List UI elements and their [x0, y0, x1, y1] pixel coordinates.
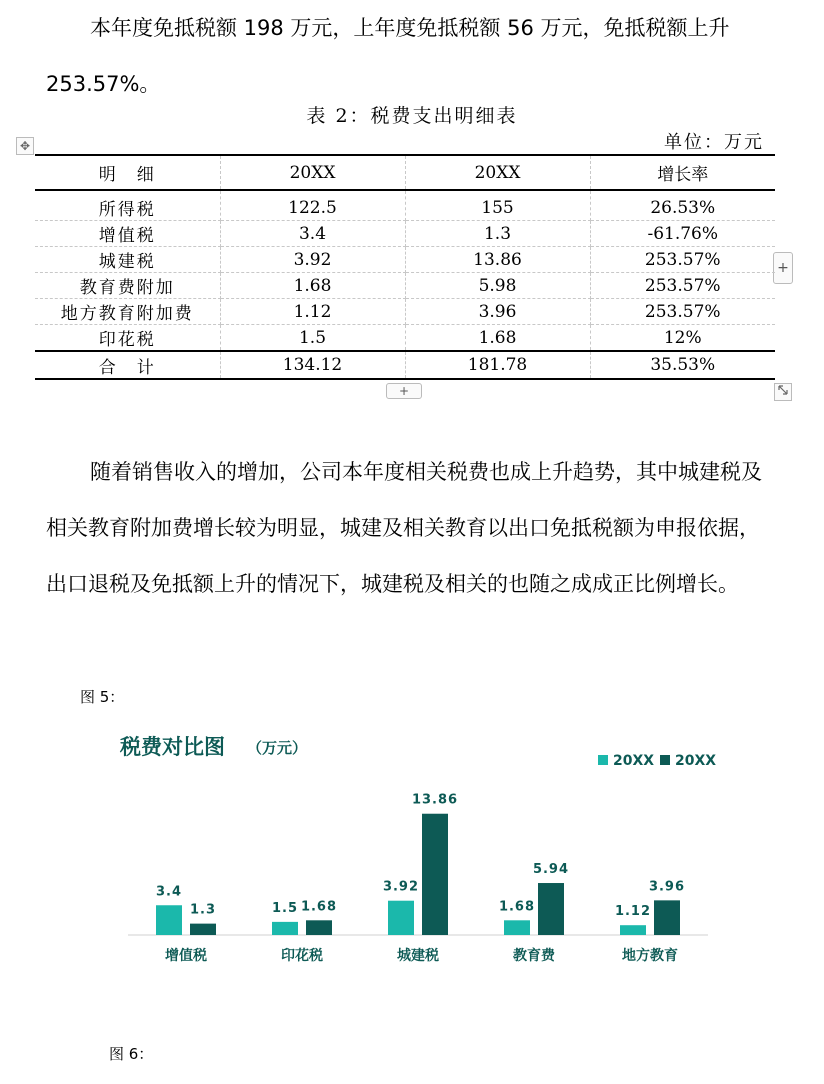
chart-bars [156, 814, 680, 935]
chart-tick-label: 教育费 [513, 948, 555, 964]
chart-bar-series1 [388, 901, 414, 935]
chart-bar-series1 [504, 920, 530, 935]
table-cell: 122.5 [220, 190, 405, 221]
chart-bar-series2 [306, 920, 332, 935]
chart-data-labels [156, 793, 685, 919]
table-cell: -61.76% [590, 221, 775, 247]
chart-data-label: 1.68 [300, 899, 338, 915]
header-cell: 明 细 [35, 155, 220, 190]
chart-data-label: 1.5 [271, 900, 299, 916]
legend-label: 20XX [613, 753, 655, 769]
chart-bar-series1 [272, 922, 298, 935]
chart-data-label: 3.96 [648, 879, 686, 895]
chart-tick-label: 印花税 [281, 948, 323, 964]
table-cell: 155 [405, 190, 590, 221]
chart-tick-label: 城建税 [397, 948, 439, 964]
chart-bar-series2 [422, 814, 448, 935]
chart-bar-series1 [620, 925, 646, 935]
table-caption: 表 2：税费支出明细表 [306, 105, 518, 127]
table-resize-handle-icon[interactable] [774, 383, 792, 401]
table-cell: 1.3 [405, 221, 590, 247]
table-cell: 地方教育附加费 [35, 299, 220, 325]
chart-legend [598, 753, 716, 769]
table-cell: 1.68 [405, 325, 590, 352]
table-move-handle-icon[interactable]: ✥ [16, 137, 34, 155]
legend-swatch [660, 755, 670, 765]
tax-detail-table [35, 154, 775, 380]
header-cell: 20XX [220, 155, 405, 190]
add-row-button[interactable]: + [386, 383, 422, 399]
table-cell: 253.57% [590, 247, 775, 273]
resize-arrow-icon [777, 384, 789, 396]
table-header-row [35, 155, 775, 190]
table-cell: 134.12 [220, 351, 405, 379]
table-total-row [35, 351, 775, 379]
table-cell: 印花税 [35, 325, 220, 352]
table-cell: 12% [590, 325, 775, 352]
table-cell: 253.57% [590, 273, 775, 299]
chart-bar-series1 [156, 905, 182, 935]
table-row [35, 273, 775, 299]
chart-data-label: 13.86 [411, 792, 459, 808]
table-cell: 合 计 [35, 351, 220, 379]
table-cell: 3.4 [220, 221, 405, 247]
chart-tick-label: 地方教育 [622, 948, 678, 964]
header-cell: 增长率 [590, 155, 775, 190]
chart-data-label: 1.12 [614, 904, 652, 920]
table-row [35, 221, 775, 247]
table-unit: 单位：万元 [664, 132, 764, 153]
chart-data-label: 3.92 [382, 879, 420, 895]
table-cell: 教育费附加 [35, 273, 220, 299]
legend-label: 20XX [675, 753, 717, 769]
table-cell: 增值税 [35, 221, 220, 247]
table-cell: 3.92 [220, 247, 405, 273]
table-cell: 253.57% [590, 299, 775, 325]
figure-5-label: 图 5： [80, 688, 125, 706]
table-cell: 3.96 [405, 299, 590, 325]
table-cell: 1.12 [220, 299, 405, 325]
chart-data-label: 1.68 [498, 899, 536, 915]
table-cell: 26.53% [590, 190, 775, 221]
tax-comparison-chart [100, 720, 740, 980]
chart-tick-label: 增值税 [165, 948, 207, 964]
table-cell: 所得税 [35, 190, 220, 221]
table-row [35, 190, 775, 221]
chart-tick-labels [165, 947, 678, 964]
intro-paragraph-text: 本年度免抵税额 198 万元，上年度免抵税额 56 万元，免抵税额上升 253.57%。 [46, 16, 730, 96]
figure-6-label: 图 6： [109, 1045, 154, 1063]
chart-bar-series2 [654, 900, 680, 935]
table-cell: 35.53% [590, 351, 775, 379]
table-row [35, 299, 775, 325]
header-cell: 20XX [405, 155, 590, 190]
chart-data-label: 1.3 [189, 902, 217, 918]
chart-bar-series2 [538, 883, 564, 935]
table-row [35, 247, 775, 273]
table-cell: 1.5 [220, 325, 405, 352]
table-row [35, 325, 775, 352]
analysis-paragraph [46, 444, 766, 612]
table-cell: 1.68 [220, 273, 405, 299]
analysis-paragraph-text: 随着销售收入的增加，公司本年度相关税费也成上升趋势，其中城建税及相关教育附加费增长较为明显，城建及相关教育以出口免抵税额为申报依据，出口退税及免抵额上升的情况下，城建税及相关的也随之成成正比例增长。 [46, 460, 762, 596]
add-column-button[interactable]: + [773, 252, 793, 284]
table-cell: 181.78 [405, 351, 590, 379]
chart-data-label: 3.4 [155, 884, 183, 900]
table-cell: 城建税 [35, 247, 220, 273]
chart-subtitle: （万元） [247, 739, 308, 757]
chart-bar-series2 [190, 924, 216, 935]
table-cell: 5.98 [405, 273, 590, 299]
chart-title: 税费对比图 [120, 735, 225, 759]
table-cell: 13.86 [405, 247, 590, 273]
legend-swatch [598, 755, 608, 765]
chart-data-label: 5.94 [532, 862, 570, 878]
intro-paragraph [46, 0, 766, 112]
